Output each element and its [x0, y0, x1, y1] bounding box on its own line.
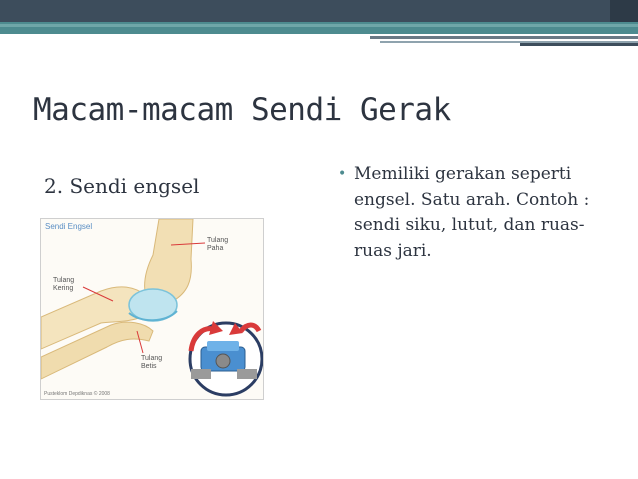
- bullet-list: [338, 162, 598, 264]
- header-accent-highlight: [0, 24, 638, 27]
- hinge-left-plate: [191, 369, 211, 379]
- figure-title: Sendi Engsel: [45, 222, 93, 231]
- hinge-top: [207, 341, 239, 351]
- header-bar: [0, 0, 638, 22]
- motion-arrow-right: [241, 325, 259, 331]
- bullet-text: Memiliki gerakan seperti engsel. Satu arah. Contoh : sendi siku, lutut, dan ruas-ruas jari.: [354, 164, 590, 261]
- slide-title: Macam-macam Sendi Gerak: [33, 92, 451, 128]
- header-decoration: [370, 34, 638, 48]
- joint-illustration: [41, 219, 263, 399]
- label-upper-bone: Tulang Paha: [207, 237, 229, 252]
- slide-subheading: 2. Sendi engsel: [44, 174, 200, 198]
- label-left-bone: Tulang Kering: [53, 277, 75, 292]
- hinge-right-plate: [237, 369, 257, 379]
- hinge-pin: [216, 354, 230, 368]
- label-lower-bone: Tulang Betis: [141, 355, 163, 370]
- bullet-dot-icon: •: [338, 166, 347, 182]
- figure-credit: Pusteklom Depdiknas © 2008: [44, 391, 110, 397]
- hinge-joint-figure: [40, 218, 264, 400]
- header-corner: [610, 0, 638, 22]
- bullet-item: [338, 162, 598, 264]
